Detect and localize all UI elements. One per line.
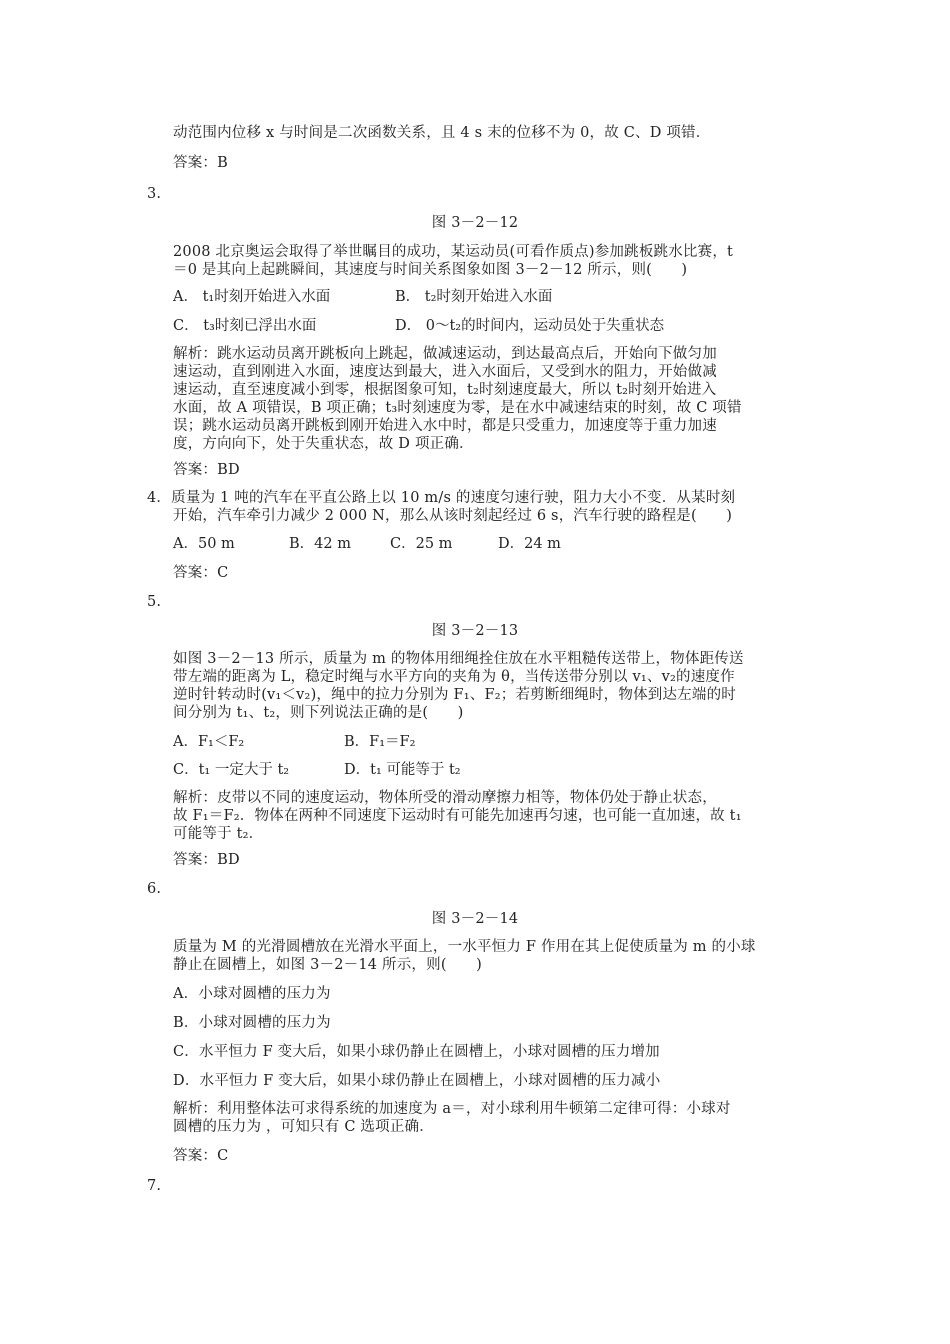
explanation-line: 误；跳水运动员离开跳板到刚开始进入水中时，都是只受重力，加速度等于重力加速 xyxy=(173,418,717,434)
figure-caption: 图 3－2－12 xyxy=(431,215,519,231)
answer-line: 答案：BD xyxy=(173,462,240,478)
question-stem-line: 带左端的距离为 L，稳定时绳与水平方向的夹角为 θ，当传送带分别以 v₁、v₂的速度作 xyxy=(173,669,735,685)
question-stem-line: 如图 3－2－13 所示，质量为 m 的物体用细绳拴住放在水平粗糙传送带上，物体距传送 xyxy=(173,651,744,667)
question-stem-line: 静止在圆槽上，如图 3－2－14 所示，则( ) xyxy=(173,957,482,973)
question-number: 3. xyxy=(147,186,162,202)
answer-line: 答案：BD xyxy=(173,852,240,868)
option-c: C．t₁ 一定大于 t₂ xyxy=(173,762,290,778)
question-number: 5. xyxy=(147,594,162,610)
explanation-line: 可能等于 t₂． xyxy=(173,826,264,842)
option-b: B．小球对圆槽的压力为 xyxy=(173,1015,331,1031)
answer-line: 答案：B xyxy=(173,155,228,171)
explanation-line: 度，方向向下，处于失重状态，故 D 项正确． xyxy=(173,436,474,452)
explanation-line: 解析：利用整体法可求得系统的加速度为 a＝，对小球利用牛顿第二定律可得：小球对 xyxy=(173,1101,731,1117)
option-d: D． 0～t₂的时间内，运动员处于失重状态 xyxy=(395,318,665,334)
explanation-line: 圆槽的压力为 ，可知只有 C 选项正确． xyxy=(173,1119,434,1135)
answer-line: 答案：C xyxy=(173,565,229,581)
question-number: 6. xyxy=(147,881,162,897)
option-a: A．小球对圆槽的压力为 xyxy=(173,986,331,1002)
option-a: A．F₁＜F₂ xyxy=(173,734,245,750)
answer-line: 答案：C xyxy=(173,1148,229,1164)
option-d: D．水平恒力 F 变大后，如果小球仍静止在圆槽上，小球对圆槽的压力减小 xyxy=(173,1073,661,1089)
option-b: B．F₁＝F₂ xyxy=(344,734,416,750)
option-c: C．水平恒力 F 变大后，如果小球仍静止在圆槽上，小球对圆槽的压力增加 xyxy=(173,1044,660,1060)
explanation-line: 速运动，直到刚进入水面，速度达到最大，进入水面后，又受到水的阻力，开始做减 xyxy=(173,364,717,380)
question-stem-line: 2008 北京奥运会取得了举世瞩目的成功，某运动员(可看作质点)参加跳板跳水比赛，t xyxy=(173,244,734,260)
option-c: C．25 m xyxy=(390,536,453,552)
option-b: B． t₂时刻开始进入水面 xyxy=(395,289,553,305)
question-stem-line: 质量为 M 的光滑圆槽放在光滑水平面上，一水平恒力 F 作用在其上促使质量为 m 的小球 xyxy=(173,939,756,955)
figure-caption: 图 3－2－14 xyxy=(431,911,519,927)
explanation-line: 解析：皮带以不同的速度运动，物体所受的滑动摩擦力相等，物体仍处于静止状态， xyxy=(173,790,717,806)
option-d: D．t₁ 可能等于 t₂ xyxy=(344,762,461,778)
question-stem-line: 间分别为 t₁、t₂，则下列说法正确的是( ) xyxy=(173,705,464,721)
explanation-line: 故 F₁＝F₂．物体在两种不同速度下运动时有可能先加速再匀速，也可能一直加速，故 t₁ xyxy=(173,808,742,824)
question-stem-line: ＝0 是其向上起跳瞬间，其速度与时间关系图象如图 3－2－12 所示，则( ) xyxy=(173,262,688,278)
question-number: 7. xyxy=(147,1178,162,1194)
option-c: C． t₃时刻已浮出水面 xyxy=(173,318,317,334)
question-stem-line: 开始，汽车牵引力减少 2 000 N，那么从该时刻起经过 6 s，汽车行驶的路程是( ) xyxy=(173,508,733,524)
explanation-line: 解析：跳水运动员离开跳板向上跳起，做减速运动，到达最高点后，开始向下做匀加 xyxy=(173,346,717,362)
explanation-line: 速运动，直至速度减小到零，根据图象可知，t₂时刻速度最大，所以 t₂时刻开始进入 xyxy=(173,382,717,398)
question-stem-line: 4．质量为 1 吨的汽车在平直公路上以 10 m/s 的速度匀速行驶，阻力大小不变．从某时刻 xyxy=(147,490,736,506)
explanation-line: 水面，故 A 项错误，B 项正确；t₃时刻速度为零，是在水中减速结束的时刻，故 C 项错 xyxy=(173,400,742,416)
option-a: A． t₁时刻开始进入水面 xyxy=(173,289,331,305)
question-stem-line: 逆时针转动时(v₁＜v₂)，绳中的拉力分别为 F₁、F₂；若剪断细绳时，物体到达左端的时 xyxy=(173,687,736,703)
figure-caption: 图 3－2－13 xyxy=(431,623,519,639)
option-b: B．42 m xyxy=(289,536,351,552)
option-d: D．24 m xyxy=(498,536,561,552)
option-a: A．50 m xyxy=(173,536,235,552)
explanation-line: 动范围内位移 x 与时间是二次函数关系，且 4 s 末的位移不为 0，故 C、D 项错． xyxy=(173,125,711,141)
